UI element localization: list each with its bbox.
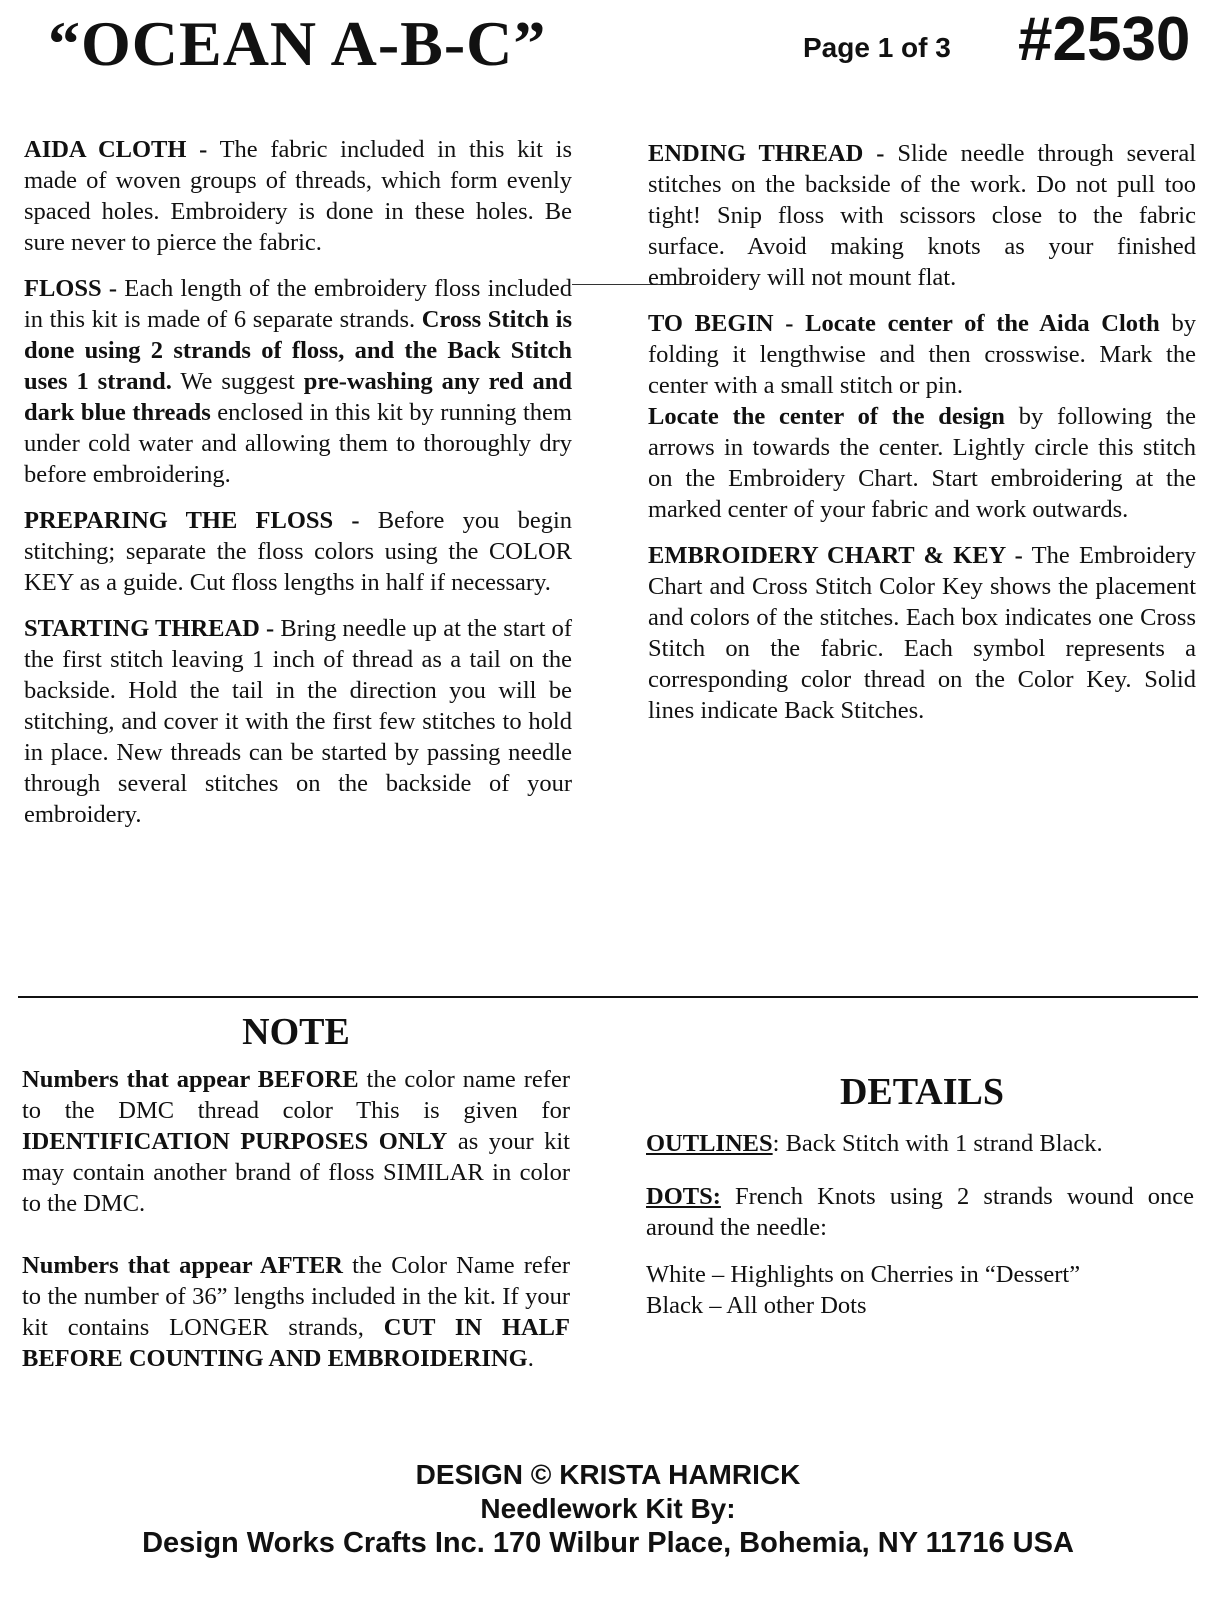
paragraph-text: Before you begin stitching; separate the floss colors using the COLOR KEY as a guide. Cut floss lengths in half if necessary. xyxy=(24,507,573,596)
section-heading: Locate the center of the design xyxy=(648,403,1005,430)
paragraph-text: the color name refer to the DMC thread color This is given for xyxy=(22,1066,570,1124)
to-begin-paragraph xyxy=(648,308,1196,401)
footer-credits xyxy=(0,1458,1216,1560)
emphasis-text: Numbers that appear AFTER xyxy=(22,1252,343,1279)
paragraph-text: The fabric included in this kit is made of woven groups of threads, which form evenly spaced holes. Embroidery is done in these holes. Be sure never to pierce the fabric. xyxy=(24,136,572,256)
details-section xyxy=(646,1128,1194,1321)
black-dots-line: Black – All other Dots xyxy=(646,1292,867,1319)
section-heading: EMBROIDERY CHART & KEY - xyxy=(648,542,1023,569)
paragraph-text: Slide needle through several stitches on the backside of the work. Do not pull too tight! Snip floss with scissors close to the fabric surface. Avoid making knots as your finished embroidery will not mount flat. xyxy=(648,140,1196,291)
section-heading: AIDA CLOTH - xyxy=(24,136,208,163)
paragraph-text: The Embroidery Chart and Cross Stitch Color Key shows the placement and colors of the stitches. Each box indicates one Cross Stitch on the fabric. Each symbol represents a corresponding color thread on the Color Key. Solid lines indicate Back Stitches. xyxy=(648,542,1197,724)
note-heading: NOTE xyxy=(242,1011,350,1053)
company-address: Design Works Crafts Inc. 170 Wilbur Place, Bohemia, NY 11716 USA xyxy=(142,1527,1074,1559)
chart-key-paragraph xyxy=(648,540,1196,726)
paragraph-text: as your kit may contain another brand of floss SIMILAR in color to the DMC. xyxy=(22,1128,570,1217)
emphasis-text: IDENTIFICATION PURPOSES ONLY xyxy=(22,1128,448,1155)
section-heading: FLOSS - xyxy=(24,275,118,302)
dots-label: DOTS: xyxy=(646,1183,721,1210)
paragraph-text: We suggest xyxy=(171,368,304,395)
locate-center-paragraph xyxy=(648,401,1196,525)
preparing-floss-paragraph xyxy=(24,505,572,598)
paragraph-text: by folding it lengthwise and then crosswise. Mark the center with a small stitch or pin. xyxy=(648,310,1197,399)
emphasis-text: Numbers that appear BEFORE xyxy=(22,1066,359,1093)
note-paragraph-after xyxy=(22,1250,570,1374)
aida-cloth-paragraph xyxy=(24,134,572,258)
note-paragraph-before xyxy=(22,1064,570,1219)
details-heading: DETAILS xyxy=(839,1071,1005,1113)
emphasis-text: CUT IN HALF BEFORE COUNTING AND EMBROIDERING xyxy=(22,1314,570,1372)
floss-paragraph xyxy=(24,273,572,490)
kit-by-label: Needlework Kit By: xyxy=(480,1493,736,1524)
section-heading: ENDING THREAD - xyxy=(648,140,885,167)
paragraph-text: by following the arrows in towards the center. Lightly circle this stitch on the Embroidery Chart. Start embroidering at the marked center of your fabric and work outwards. xyxy=(648,403,1196,523)
outlines-detail xyxy=(646,1128,1194,1159)
design-credit: DESIGN © KRISTA HAMRICK xyxy=(415,1459,801,1490)
paragraph-text: . xyxy=(527,1345,534,1372)
section-heading: PREPARING THE FLOSS - xyxy=(24,507,360,534)
kit-number: #2530 xyxy=(1018,5,1191,74)
ending-thread-paragraph xyxy=(648,138,1196,293)
starting-thread-paragraph xyxy=(24,613,572,830)
section-heading: TO BEGIN - Locate center of the Aida Cloth xyxy=(648,310,1160,337)
note-section xyxy=(22,1064,570,1405)
section-heading: STARTING THREAD - xyxy=(24,615,275,642)
instructions-right-column xyxy=(648,138,1196,741)
document-title: “OCEAN A-B-C” xyxy=(48,8,547,79)
emphasis-text: pre-washing any red and dark blue threads xyxy=(24,368,572,426)
dots-text: French Knots using 2 strands wound once around the needle: xyxy=(646,1183,1194,1241)
outlines-text: : Back Stitch with 1 strand Black. xyxy=(772,1130,1103,1157)
outlines-label: OUTLINES xyxy=(646,1130,773,1157)
paragraph-text: Bring needle up at the start of the first stitch leaving 1 inch of thread as a tail on the backside. Hold the tail in the direction you will be stitching, and cover it with the first few stitches to hold in place. New threads can be started by passing needle through several stitches on the backside of your embroidery. xyxy=(24,615,572,828)
paragraph-text: Each length of the embroidery floss included in this kit is made of 6 separate strands. xyxy=(24,275,572,333)
white-dots-line: White – Highlights on Cherries in “Dessert” xyxy=(646,1261,1081,1288)
instructions-left-column xyxy=(24,134,572,845)
emphasis-text: Cross Stitch is done using 2 strands of floss, and the Back Stitch uses 1 strand. xyxy=(24,306,572,395)
paragraph-text: enclosed in this kit by running them under cold water and allowing them to thoroughly dry before embroidering. xyxy=(24,399,572,488)
dots-detail xyxy=(646,1181,1194,1243)
page-indicator: Page 1 of 3 xyxy=(803,32,951,63)
section-divider xyxy=(18,996,1198,998)
paragraph-text: the Color Name refer to the number of 36” lengths included in the kit. If your kit contains LONGER strands, xyxy=(22,1252,570,1341)
